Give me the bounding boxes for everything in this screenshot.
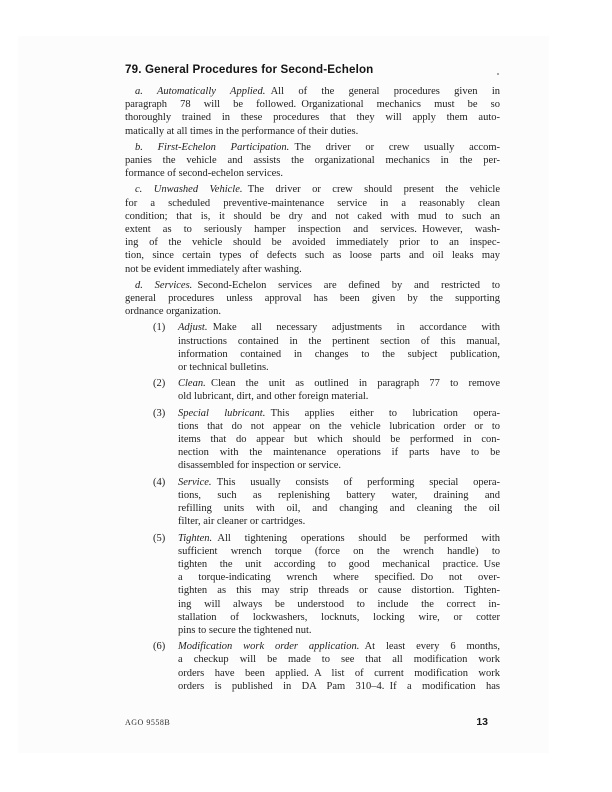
paragraph-label: d. Services. xyxy=(135,279,193,291)
text-line: ing of the vehicle should be avoided immediately prior to an inspec- xyxy=(125,237,500,249)
paragraph-list xyxy=(125,85,500,693)
text-line: stallation of lockwashers, locknuts, locking wire, or cotter xyxy=(178,611,500,623)
text-line: pins to secure the tightened nut. xyxy=(178,624,312,636)
text-line: sufficient wrench torque (force on the wrench handle) to xyxy=(178,545,500,557)
text-line: thoroughly trained in these procedures that they will apply them auto- xyxy=(125,112,500,124)
text-line: for a scheduled preventive-maintenance service in a reasonably clean xyxy=(125,197,500,209)
text-line: nection with the maintenance operations if parts have to be xyxy=(178,447,500,459)
paragraph xyxy=(125,640,500,693)
paragraph xyxy=(125,476,500,529)
paragraph-label: Modification work order application. xyxy=(178,641,360,653)
text-line: (1) Adjust. Make all necessary adjustments in accordance with xyxy=(153,322,500,334)
text-line: formance of second-echelon services. xyxy=(125,168,284,180)
paragraph xyxy=(125,85,500,138)
paragraph-label: b. First-Echelon Participation. xyxy=(135,141,290,153)
paragraph xyxy=(125,141,500,181)
text-line: filter, air cleaner or cartridges. xyxy=(178,516,306,528)
scanned-page xyxy=(18,36,549,753)
text-line: orders have been applied. A list of current modification work xyxy=(178,667,500,679)
text-line: extent as to seriously hamper inspection and services. However, wash- xyxy=(125,224,500,236)
text-line: instructions contained in the pertinent section of this manual, xyxy=(178,335,500,347)
paragraph-label: Tighten. xyxy=(178,532,213,544)
text-line: refilling units with oil, and changing and cleaning the oil xyxy=(178,503,500,515)
text-line: d. Services. Second-Echelon services are defined by and restricted to xyxy=(135,279,500,291)
text-line: information contained in changes to the subject publication, xyxy=(178,348,500,360)
list-number: (4) xyxy=(153,476,166,488)
paragraph xyxy=(125,377,500,403)
text-line: panies the vehicle and assists the organizational mechanics in the per- xyxy=(125,155,500,167)
text-line: tions that do not appear on the vehicle lubrication order or to xyxy=(178,420,500,432)
text-line: a. Automatically Applied. All of the general procedures given in xyxy=(135,86,500,97)
list-number: (2) xyxy=(153,378,166,390)
text-line: ing will always be understood to include the correct in- xyxy=(178,598,500,610)
paragraph xyxy=(125,279,500,319)
text-line: tighten the unit according to good mechanical practice. Use xyxy=(178,558,500,570)
paragraph-label: Service. xyxy=(178,476,212,488)
text-line: c. Unwashed Vehicle. The driver or crew should present the vehicle xyxy=(135,184,501,196)
text-line: (3) Special lubricant. This applies either to lubrication opera- xyxy=(153,407,501,419)
text-line: ordnance organization. xyxy=(125,306,222,318)
text-line: old lubricant, dirt, and other foreign material. xyxy=(178,391,369,403)
text-line: tions, such as replenishing battery water, draining and xyxy=(178,489,500,501)
paragraph-label: Special lubricant. xyxy=(178,407,266,419)
paragraph-label: a. Automatically Applied. xyxy=(135,86,266,97)
content-column xyxy=(125,63,500,693)
text-line: condition; that is, it should be dry and not caked with mud to such an xyxy=(125,210,500,222)
page-number: 13 xyxy=(476,716,488,728)
text-line: orders is published in DA Pam 310–4. If a modification has xyxy=(178,680,500,692)
text-line: matically at all times in the performance of their duties. xyxy=(125,125,359,137)
text-line: b. First-Echelon Participation. The driver or crew usually accom- xyxy=(135,141,500,153)
text-line: (2) Clean. Clean the unit as outlined in paragraph 77 to remove xyxy=(153,378,500,390)
paragraph-label: c. Unwashed Vehicle. xyxy=(135,184,243,196)
text-line: not be evident immediately after washing. xyxy=(125,263,302,275)
paragraph xyxy=(125,321,500,374)
list-number: (1) xyxy=(153,322,166,334)
text-line: (5) Tighten. All tightening operations should be performed with xyxy=(153,532,500,544)
text-line: a torque-indicating wrench where specified. Do not over- xyxy=(178,572,500,584)
list-number: (6) xyxy=(153,641,166,653)
text-line: tion, since certain types of defects such as loose parts and oil leaks may xyxy=(125,250,500,262)
text-line: or technical bulletins. xyxy=(178,362,269,374)
paragraph xyxy=(125,407,500,473)
text-line: disassembled for inspection or service. xyxy=(178,460,341,472)
section-heading: 79. General Procedures for Second-Echelon xyxy=(125,63,374,76)
paragraph xyxy=(125,183,500,275)
ago-number: AGO 9558B xyxy=(125,718,171,727)
list-number: (5) xyxy=(153,532,166,544)
text-line: (6) Modification work order application. At least every 6 months, xyxy=(153,641,501,653)
text-line: (4) Service. This usually consists of performing special opera- xyxy=(153,476,500,488)
text-line: tighten as this may strip threads or cause distortion. Tighten- xyxy=(178,585,500,597)
list-number: (3) xyxy=(153,407,166,419)
paragraph-label: Adjust. xyxy=(178,322,208,334)
text-line: paragraph 78 will be followed. Organizational mechanics must be so xyxy=(125,99,500,111)
text-line: general procedures unless approval has been given by the supporting xyxy=(125,293,500,305)
paragraph xyxy=(125,532,500,638)
page-footer xyxy=(125,716,500,728)
text-line: items that do appear but which should be performed in con- xyxy=(178,434,500,446)
paragraph-label: Clean. xyxy=(178,378,206,390)
text-line: a checkup will be made to see that all modification work xyxy=(178,654,500,666)
